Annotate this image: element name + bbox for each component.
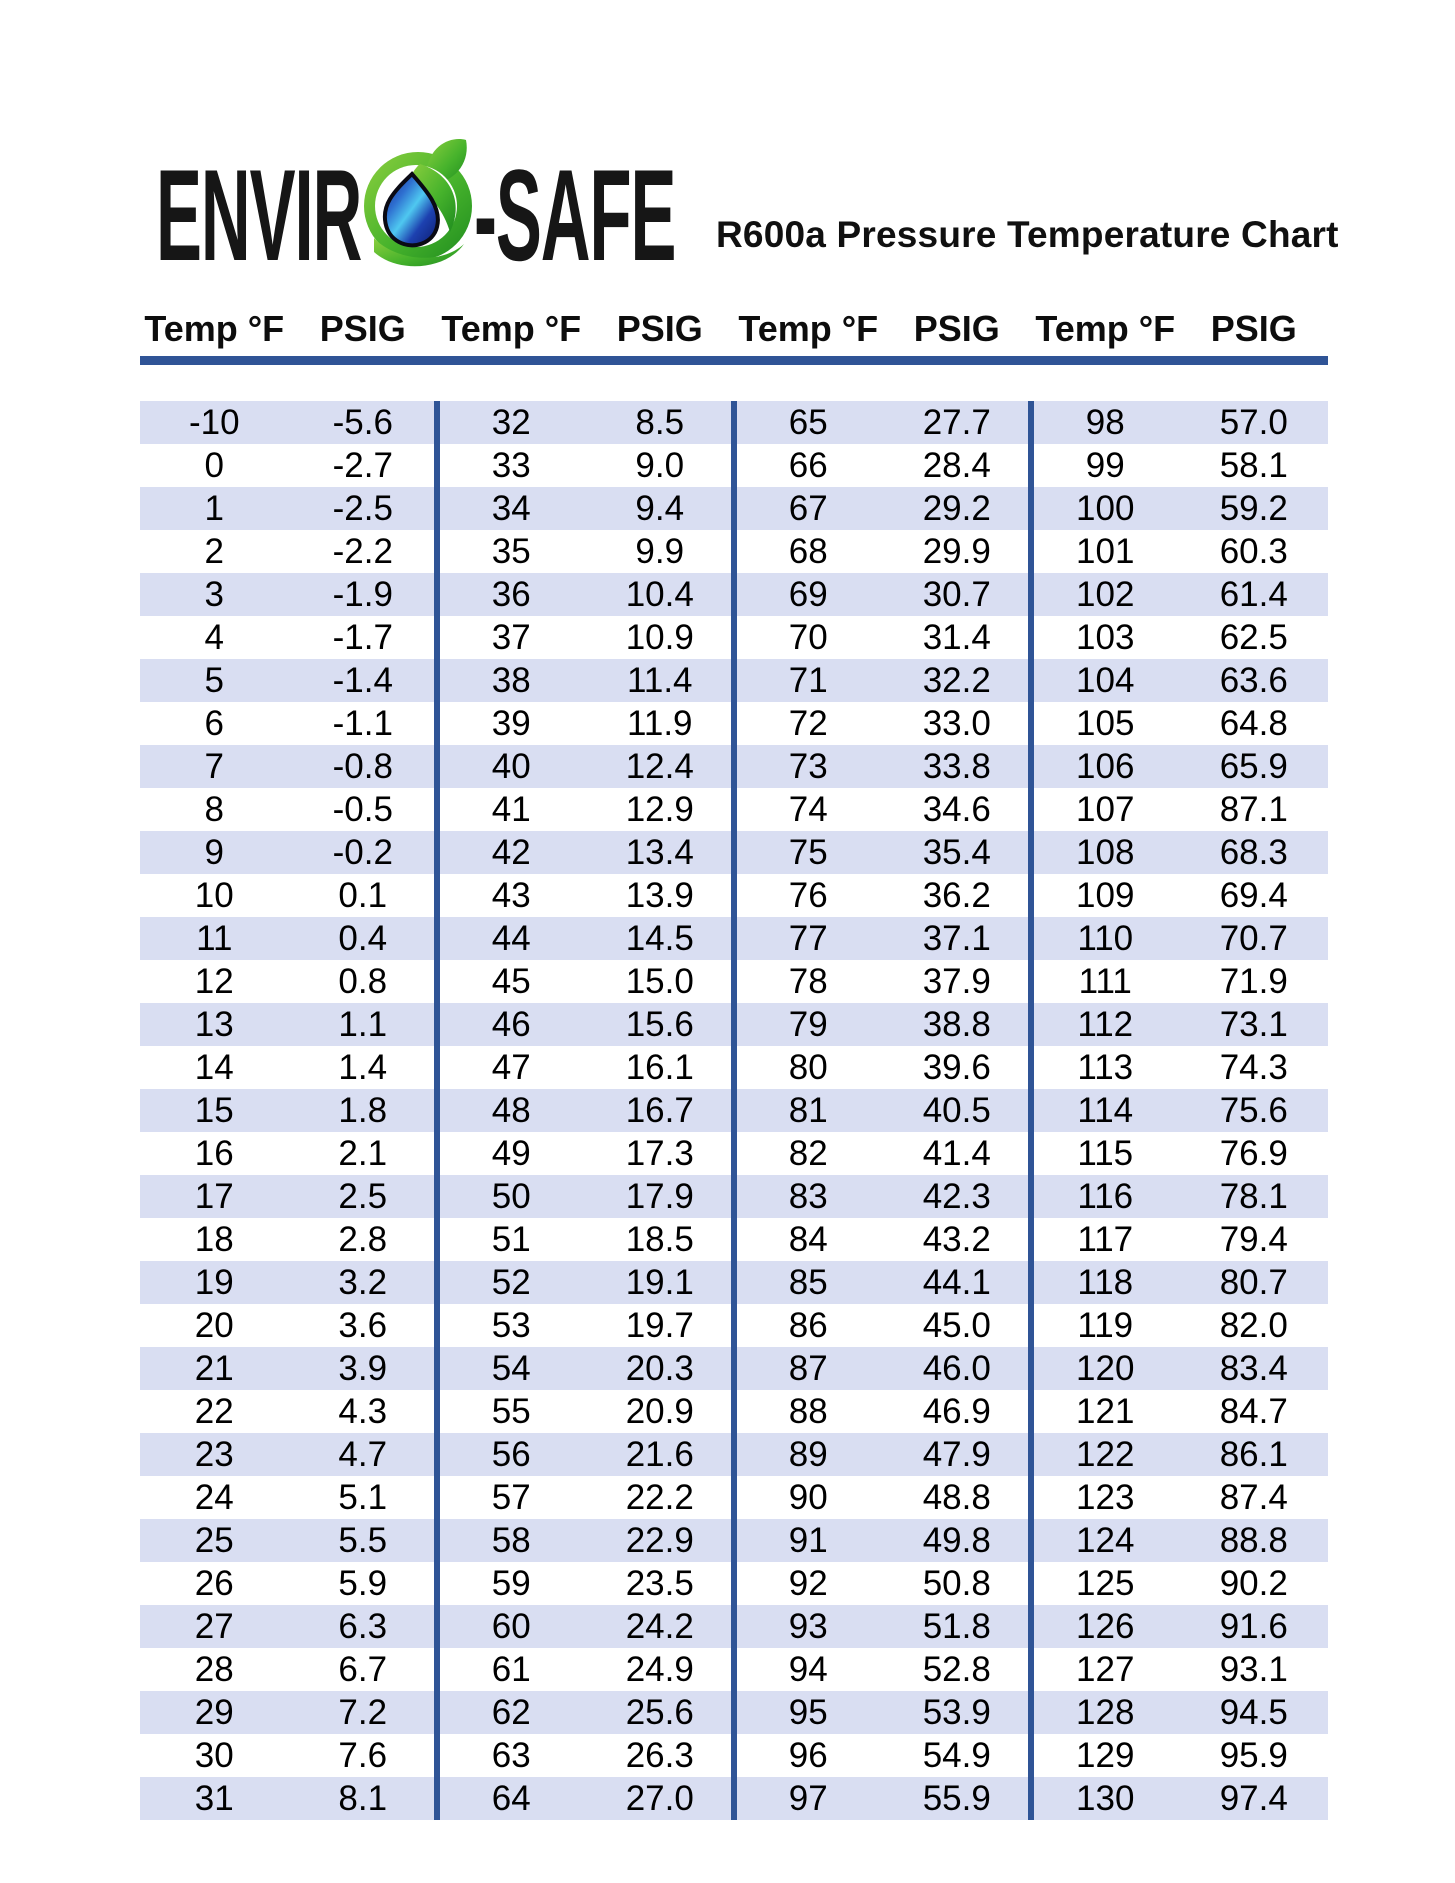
- table-cell: 127: [1076, 1650, 1135, 1689]
- table-cell: 9: [204, 833, 224, 872]
- table-cell: 40: [491, 747, 531, 786]
- table-cell: 63: [491, 1736, 531, 1775]
- table-cell: 83.4: [1219, 1349, 1288, 1388]
- table-cell: 47: [491, 1048, 531, 1087]
- table-cell: 117: [1077, 1220, 1134, 1259]
- table-cell: 60.3: [1219, 532, 1288, 571]
- table-cell: 29.2: [922, 489, 991, 528]
- column-header-psig: PSIG: [319, 308, 406, 349]
- table-cell: -2.2: [332, 532, 393, 571]
- table-cell: 0.1: [338, 876, 388, 915]
- table-cell: 47.9: [922, 1435, 991, 1474]
- table-cell: -1.7: [332, 618, 393, 657]
- table-cell: 33.8: [922, 747, 991, 786]
- table-cell: 121: [1076, 1392, 1135, 1431]
- table-cell: 78.1: [1219, 1177, 1288, 1216]
- table-cell: 48.8: [922, 1478, 991, 1517]
- table-cell: 65.9: [1219, 747, 1288, 786]
- page-title: R600a Pressure Temperature Chart: [716, 214, 1339, 255]
- table-cell: 93.1: [1219, 1650, 1288, 1689]
- table-cell: 44: [491, 919, 531, 958]
- enviro-safe-logo: [156, 142, 716, 288]
- table-cell: 107: [1076, 790, 1135, 829]
- table-cell: 116: [1077, 1177, 1134, 1216]
- table-cell: 110: [1077, 919, 1134, 958]
- table-cell: 102: [1076, 575, 1135, 614]
- table-cell: 54.9: [922, 1736, 991, 1775]
- table-cell: 20.3: [625, 1349, 694, 1388]
- table-cell: 29: [194, 1693, 234, 1732]
- pressure-temperature-table: [140, 308, 1328, 1820]
- table-cell: 3.9: [338, 1349, 388, 1388]
- table-cell: 4: [204, 618, 224, 657]
- table-cell: 41.4: [922, 1134, 991, 1173]
- table-cell: 97.4: [1219, 1779, 1288, 1818]
- table-cell: 2.8: [338, 1220, 388, 1259]
- table-header-row: [140, 308, 1328, 350]
- table-cell: 45.0: [922, 1306, 991, 1345]
- table-cell: 91.6: [1219, 1607, 1288, 1646]
- table-cell: 44.1: [922, 1263, 991, 1302]
- table-cell: 50: [491, 1177, 531, 1216]
- table-cell: 80: [788, 1048, 828, 1087]
- table-cell: 59.2: [1219, 489, 1288, 528]
- table-cell: 128: [1076, 1693, 1135, 1732]
- table-cell: 45: [491, 962, 531, 1001]
- table-cell: 46.0: [922, 1349, 991, 1388]
- table-cell: 39.6: [922, 1048, 991, 1087]
- table-cell: -0.2: [332, 833, 393, 872]
- table-cell: 94: [788, 1650, 828, 1689]
- table-cell: 83: [788, 1177, 828, 1216]
- table-cell: 104: [1076, 661, 1135, 700]
- table-cell: 6.7: [338, 1650, 388, 1689]
- table-cell: 9.4: [635, 489, 685, 528]
- table-cell: 35: [491, 532, 531, 571]
- table-cell: 74.3: [1219, 1048, 1288, 1087]
- table-cell: 34: [491, 489, 531, 528]
- table-cell: 50.8: [922, 1564, 991, 1603]
- table-cell: 40.5: [922, 1091, 991, 1130]
- table-cell: 120: [1076, 1349, 1135, 1388]
- table-cell: 22: [194, 1392, 234, 1431]
- table-cell: 23.5: [625, 1564, 694, 1603]
- table-cell: 17.9: [625, 1177, 694, 1216]
- table-cell: 71.9: [1219, 962, 1288, 1001]
- table-cell: 26: [194, 1564, 234, 1603]
- table-cell: 15.0: [625, 962, 694, 1001]
- table-cell: 16.1: [625, 1048, 694, 1087]
- table-cell: 74: [788, 790, 828, 829]
- table-cell: 69.4: [1219, 876, 1288, 915]
- table-cell: 67: [788, 489, 828, 528]
- table-body: [140, 401, 1328, 1820]
- table-cell: 12: [194, 962, 234, 1001]
- table-cell: 51: [491, 1220, 531, 1259]
- table-cell: 70.7: [1219, 919, 1288, 958]
- table-cell: 114: [1077, 1091, 1134, 1130]
- table-cell: 30: [194, 1736, 234, 1775]
- table-cell: 26.3: [625, 1736, 694, 1775]
- table-cell: 6: [204, 704, 224, 743]
- table-cell: -0.8: [332, 747, 393, 786]
- table-cell: 82.0: [1219, 1306, 1288, 1345]
- table-cell: 17: [194, 1177, 234, 1216]
- table-cell: 75: [788, 833, 828, 872]
- table-cell: 61: [491, 1650, 531, 1689]
- table-cell: -1.9: [332, 575, 393, 614]
- table-cell: 19.7: [625, 1306, 694, 1345]
- table-cell: 54: [491, 1349, 531, 1388]
- table-cell: 122: [1076, 1435, 1135, 1474]
- table-cell: 17.3: [625, 1134, 694, 1173]
- table-cell: 14.5: [625, 919, 694, 958]
- table-cell: 10: [194, 876, 234, 915]
- table-cell: 16: [194, 1134, 234, 1173]
- table-cell: 33.0: [922, 704, 991, 743]
- table-cell: 32: [491, 403, 531, 442]
- table-cell: 7.6: [338, 1736, 388, 1775]
- table-cell: 29.9: [922, 532, 991, 571]
- table-cell: -5.6: [332, 403, 393, 442]
- table-cell: 84.7: [1219, 1392, 1288, 1431]
- table-cell: 43: [491, 876, 531, 915]
- table-cell: 53: [491, 1306, 531, 1345]
- table-cell: 55.9: [922, 1779, 991, 1818]
- table-cell: 3.2: [338, 1263, 388, 1302]
- table-cell: 124: [1076, 1521, 1135, 1560]
- table-cell: 76: [788, 876, 828, 915]
- table-cell: 53.9: [922, 1693, 991, 1732]
- logo-text-envir: ENVIR: [156, 142, 362, 288]
- table-cell: 49.8: [922, 1521, 991, 1560]
- table-cell: 0.4: [338, 919, 388, 958]
- table-cell: 5.9: [338, 1564, 388, 1603]
- table-cell: 27: [194, 1607, 234, 1646]
- table-cell: 27.7: [922, 403, 991, 442]
- table-cell: 62.5: [1219, 618, 1288, 657]
- table-cell: 30.7: [922, 575, 991, 614]
- table-cell: 11.9: [626, 704, 693, 743]
- leaf-water-drop-icon: [360, 134, 480, 270]
- table-cell: 58: [491, 1521, 531, 1560]
- table-cell: 71: [788, 661, 828, 700]
- column-divider: [731, 401, 737, 1820]
- table-cell: 130: [1076, 1779, 1135, 1818]
- table-cell: 22.2: [625, 1478, 694, 1517]
- table-cell: 35.4: [922, 833, 991, 872]
- table-cell: 77: [788, 919, 828, 958]
- table-cell: 92: [788, 1564, 828, 1603]
- table-cell: 18.5: [625, 1220, 694, 1259]
- table-cell: 2: [204, 532, 224, 571]
- column-header-temp: Temp °F: [1035, 308, 1176, 349]
- table-cell: 24: [194, 1478, 234, 1517]
- table-cell: -1.1: [332, 704, 393, 743]
- table-cell: 15.6: [625, 1005, 694, 1044]
- table-cell: 33: [491, 446, 531, 485]
- table-cell: 125: [1076, 1564, 1135, 1603]
- table-cell: 43.2: [922, 1220, 991, 1259]
- table-cell: 8.5: [635, 403, 685, 442]
- table-cell: 70: [788, 618, 828, 657]
- table-cell: 91: [788, 1521, 828, 1560]
- table-cell: 6.3: [338, 1607, 388, 1646]
- table-cell: 9.9: [635, 532, 685, 571]
- table-cell: 79.4: [1219, 1220, 1288, 1259]
- logo-text-safe: -SAFE: [474, 142, 676, 288]
- table-cell: 51.8: [922, 1607, 991, 1646]
- table-cell: 15: [194, 1091, 234, 1130]
- table-cell: 8.1: [338, 1779, 388, 1818]
- table-cell: 5.1: [338, 1478, 388, 1517]
- table-cell: 36: [491, 575, 531, 614]
- table-cell: 16.7: [625, 1091, 694, 1130]
- table-cell: 84: [788, 1220, 828, 1259]
- table-cell: 21.6: [625, 1435, 694, 1474]
- table-cell: 103: [1076, 618, 1135, 657]
- table-cell: 2.5: [338, 1177, 388, 1216]
- table-cell: 28: [194, 1650, 234, 1689]
- table-cell: 11: [196, 919, 233, 958]
- table-cell: -2.7: [332, 446, 393, 485]
- table-cell: 38: [491, 661, 531, 700]
- table-cell: 61.4: [1219, 575, 1288, 614]
- column-divider: [434, 401, 440, 1820]
- table-cell: 3: [204, 575, 224, 614]
- table-cell: 1.8: [338, 1091, 388, 1130]
- table-cell: 68.3: [1219, 833, 1288, 872]
- table-cell: 23: [194, 1435, 234, 1474]
- table-cell: 76.9: [1219, 1134, 1288, 1173]
- table-cell: 12.9: [625, 790, 694, 829]
- table-cell: 63.6: [1219, 661, 1288, 700]
- table-cell: 57: [491, 1478, 531, 1517]
- table-cell: 89: [788, 1435, 828, 1474]
- table-cell: 90: [788, 1478, 828, 1517]
- table-cell: 46: [491, 1005, 531, 1044]
- table-cell: 5: [204, 661, 224, 700]
- table-cell: 73: [788, 747, 828, 786]
- table-cell: 31: [194, 1779, 234, 1818]
- table-cell: 86: [788, 1306, 828, 1345]
- table-cell: 4.3: [338, 1392, 388, 1431]
- table-cell: 79: [788, 1005, 828, 1044]
- table-cell: 11.4: [626, 661, 693, 700]
- table-cell: -1.4: [332, 661, 393, 700]
- column-header-psig: PSIG: [1210, 308, 1297, 349]
- header-underline: [140, 356, 1328, 365]
- table-cell: 52: [491, 1263, 531, 1302]
- column-divider: [1028, 401, 1034, 1820]
- table-cell: 95: [788, 1693, 828, 1732]
- table-cell: 24.2: [625, 1607, 694, 1646]
- column-header-temp: Temp °F: [144, 308, 285, 349]
- table-cell: 13.4: [625, 833, 694, 872]
- table-cell: 87: [788, 1349, 828, 1388]
- table-cell: 1: [204, 489, 224, 528]
- table-cell: 38.8: [922, 1005, 991, 1044]
- table-cell: 25: [194, 1521, 234, 1560]
- table-cell: 100: [1076, 489, 1135, 528]
- table-cell: 112: [1077, 1005, 1134, 1044]
- table-cell: 25.6: [625, 1693, 694, 1732]
- table-cell: 62: [491, 1693, 531, 1732]
- table-cell: 88: [788, 1392, 828, 1431]
- table-cell: 12.4: [625, 747, 694, 786]
- table-cell: 73.1: [1219, 1005, 1288, 1044]
- table-cell: 96: [788, 1736, 828, 1775]
- table-cell: 99: [1085, 446, 1125, 485]
- column-header-temp: Temp °F: [441, 308, 582, 349]
- table-cell: 9.0: [635, 446, 685, 485]
- table-cell: 19: [194, 1263, 234, 1302]
- table-cell: 4.7: [338, 1435, 388, 1474]
- table-cell: 93: [788, 1607, 828, 1646]
- table-cell: 8: [204, 790, 224, 829]
- table-cell: 88.8: [1219, 1521, 1288, 1560]
- table-cell: -0.5: [332, 790, 393, 829]
- table-cell: 105: [1076, 704, 1135, 743]
- table-cell: 7: [204, 747, 224, 786]
- table-cell: 55: [491, 1392, 531, 1431]
- table-cell: 68: [788, 532, 828, 571]
- table-cell: 20.9: [625, 1392, 694, 1431]
- table-cell: 115: [1077, 1134, 1134, 1173]
- table-cell: 31.4: [922, 618, 991, 657]
- table-cell: 81: [788, 1091, 828, 1130]
- table-cell: 65: [788, 403, 828, 442]
- table-cell: 13: [194, 1005, 234, 1044]
- table-cell: 27.0: [625, 1779, 694, 1818]
- table-cell: 90.2: [1219, 1564, 1288, 1603]
- table-cell: 10.9: [625, 618, 694, 657]
- table-cell: 14: [194, 1048, 234, 1087]
- table-cell: 1.4: [338, 1048, 388, 1087]
- table-cell: 78: [788, 962, 828, 1001]
- table-cell: 66: [788, 446, 828, 485]
- table-cell: 10.4: [625, 575, 694, 614]
- table-cell: 3.6: [338, 1306, 388, 1345]
- table-cell: 28.4: [922, 446, 991, 485]
- table-cell: 58.1: [1219, 446, 1288, 485]
- table-cell: 0.8: [338, 962, 388, 1001]
- table-cell: 19.1: [625, 1263, 694, 1302]
- table-cell: 97: [788, 1779, 828, 1818]
- table-cell: 49: [491, 1134, 531, 1173]
- table-cell: 52.8: [922, 1650, 991, 1689]
- table-cell: 37.1: [922, 919, 991, 958]
- table-cell: 21: [194, 1349, 234, 1388]
- table-cell: 7.2: [338, 1693, 388, 1732]
- table-cell: 22.9: [625, 1521, 694, 1560]
- table-cell: -2.5: [332, 489, 393, 528]
- table-cell: 101: [1076, 532, 1135, 571]
- table-cell: 75.6: [1219, 1091, 1288, 1130]
- table-cell: 20: [194, 1306, 234, 1345]
- table-cell: 69: [788, 575, 828, 614]
- table-cell: 5.5: [338, 1521, 388, 1560]
- table-cell: 82: [788, 1134, 828, 1173]
- table-cell: 64.8: [1219, 704, 1288, 743]
- table-cell: 87.1: [1219, 790, 1288, 829]
- column-header-psig: PSIG: [913, 308, 1000, 349]
- table-cell: 106: [1076, 747, 1135, 786]
- table-cell: 13.9: [625, 876, 694, 915]
- table-cell: 2.1: [338, 1134, 388, 1173]
- table-cell: 37.9: [922, 962, 991, 1001]
- table-cell: 0: [204, 446, 224, 485]
- table-cell: 57.0: [1219, 403, 1288, 442]
- table-cell: 126: [1076, 1607, 1135, 1646]
- table-cell: 72: [788, 704, 828, 743]
- table-cell: 41: [491, 790, 531, 829]
- table-cell: 42.3: [922, 1177, 991, 1216]
- table-cell: 109: [1076, 876, 1135, 915]
- table-cell: -10: [188, 403, 240, 442]
- table-cell: 85: [788, 1263, 828, 1302]
- table-cell: 60: [491, 1607, 531, 1646]
- table-cell: 80.7: [1219, 1263, 1288, 1302]
- table-cell: 87.4: [1219, 1478, 1288, 1517]
- table-cell: 36.2: [922, 876, 991, 915]
- table-cell: 56: [491, 1435, 531, 1474]
- table-cell: 118: [1077, 1263, 1134, 1302]
- table-cell: 86.1: [1219, 1435, 1288, 1474]
- table-cell: 119: [1077, 1306, 1134, 1345]
- table-cell: 24.9: [625, 1650, 694, 1689]
- table-cell: 123: [1076, 1478, 1135, 1517]
- table-cell: 42: [491, 833, 531, 872]
- table-cell: 34.6: [922, 790, 991, 829]
- column-header-temp: Temp °F: [738, 308, 879, 349]
- table-cell: 95.9: [1219, 1736, 1288, 1775]
- table-cell: 48: [491, 1091, 531, 1130]
- table-cell: 39: [491, 704, 531, 743]
- table-cell: 113: [1077, 1048, 1134, 1087]
- table-cell: 98: [1085, 403, 1125, 442]
- table-cell: 129: [1076, 1736, 1135, 1775]
- table-cell: 59: [491, 1564, 531, 1603]
- table-cell: 18: [194, 1220, 234, 1259]
- table-cell: 46.9: [922, 1392, 991, 1431]
- column-header-psig: PSIG: [616, 308, 703, 349]
- table-cell: 32.2: [922, 661, 991, 700]
- table-cell: 111: [1078, 962, 1132, 1001]
- table-cell: 1.1: [338, 1005, 388, 1044]
- table-cell: 94.5: [1219, 1693, 1288, 1732]
- table-cell: 37: [491, 618, 531, 657]
- table-cell: 64: [491, 1779, 531, 1818]
- table-cell: 108: [1076, 833, 1135, 872]
